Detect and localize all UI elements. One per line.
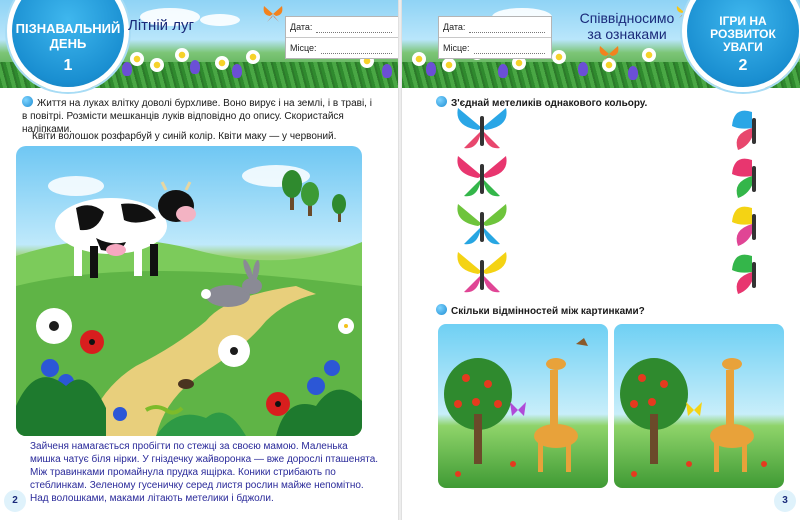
left-page-number: 2 (4, 490, 26, 512)
blue-cornflower-icon (41, 359, 59, 377)
yellow-pink-butterfly[interactable] (457, 252, 506, 292)
blue-pink-side-butterfly[interactable] (732, 111, 756, 150)
left-date-place-form (285, 16, 398, 59)
green-pink-side-butterfly[interactable] (732, 255, 756, 294)
meadow-illustration (16, 146, 362, 436)
date-label: Дата: (290, 22, 313, 32)
left-badge-title: ПІЗНАВАЛЬНИЙ ДЕНЬ (15, 21, 121, 51)
pink-green-butterfly[interactable] (457, 156, 506, 196)
left-badge-number: 1 (63, 57, 73, 74)
place-label: Місце: (443, 43, 470, 53)
place-label: Місце: (290, 43, 317, 53)
story-text: Зайченя намагається пробігти по стежці за своєю мамою. Маленька мишка чатує біля нірки. У гніздечку жайворонка — вже дорослі пташенята. Між травинками промайнула прудка ящірка. Коники стрибають по стеблинкам. Зеленому гусеничку серед листя рослин майже непомітно. Над волошками, маками літають метелики і бджоли. (30, 441, 379, 504)
right-badge-number: 2 (738, 57, 748, 74)
right-butterfly-column (720, 106, 780, 306)
orange-butterfly-icon (598, 44, 620, 64)
date-field[interactable] (469, 22, 545, 33)
blue-pink-butterfly[interactable] (457, 108, 506, 148)
date-label: Дата: (443, 22, 466, 32)
green-blue-butterfly[interactable] (457, 204, 506, 244)
difference-picture-right[interactable] (614, 324, 784, 488)
pink-green-side-butterfly[interactable] (732, 159, 756, 198)
left-page-title: Літній луг (128, 17, 194, 34)
tree-icon (282, 170, 302, 210)
giraffe-figure (534, 358, 578, 472)
bullet-dot-icon (436, 304, 447, 315)
right-page-number: 3 (774, 490, 796, 512)
bullet-dot-icon (22, 96, 33, 107)
left-bottom-text-block (0, 438, 398, 520)
left-butterfly-column (452, 106, 512, 306)
task-text: Квіти волошок розфарбуй у синій колір. Квіти маку — у червоний. (32, 131, 337, 142)
right-page-title: Співвідносимо за ознаками (579, 10, 675, 42)
red-poppy-icon (80, 330, 104, 354)
right-badge-title: ІГРИ НА РОЗВИТОК УВАГИ (710, 14, 776, 54)
task-find-differences (436, 304, 776, 318)
right-page (402, 0, 800, 520)
difference-picture-left[interactable] (438, 324, 608, 488)
date-field[interactable] (316, 22, 392, 33)
orange-butterfly-icon (262, 4, 284, 24)
giraffe-figure (710, 358, 754, 472)
place-field[interactable] (474, 43, 545, 54)
white-flower-icon (36, 308, 72, 344)
task1-text: З'єднай метеликів однакового кольору. (451, 98, 648, 109)
place-field[interactable] (321, 43, 392, 54)
task2-text: Скільки відмінностей між картинками? (451, 306, 645, 317)
yellow-pink-side-butterfly[interactable] (732, 207, 756, 246)
left-page (0, 0, 398, 520)
right-date-place-form (438, 16, 552, 59)
bullet-dot-icon (436, 96, 447, 107)
intro-text: Життя на луках влітку доволі бурхливе. Воно вирує і на землі, і в траві, і в повітрі. Розмісти мешканців луків відповідно до опису. Скористайся наліпками. (22, 98, 372, 135)
